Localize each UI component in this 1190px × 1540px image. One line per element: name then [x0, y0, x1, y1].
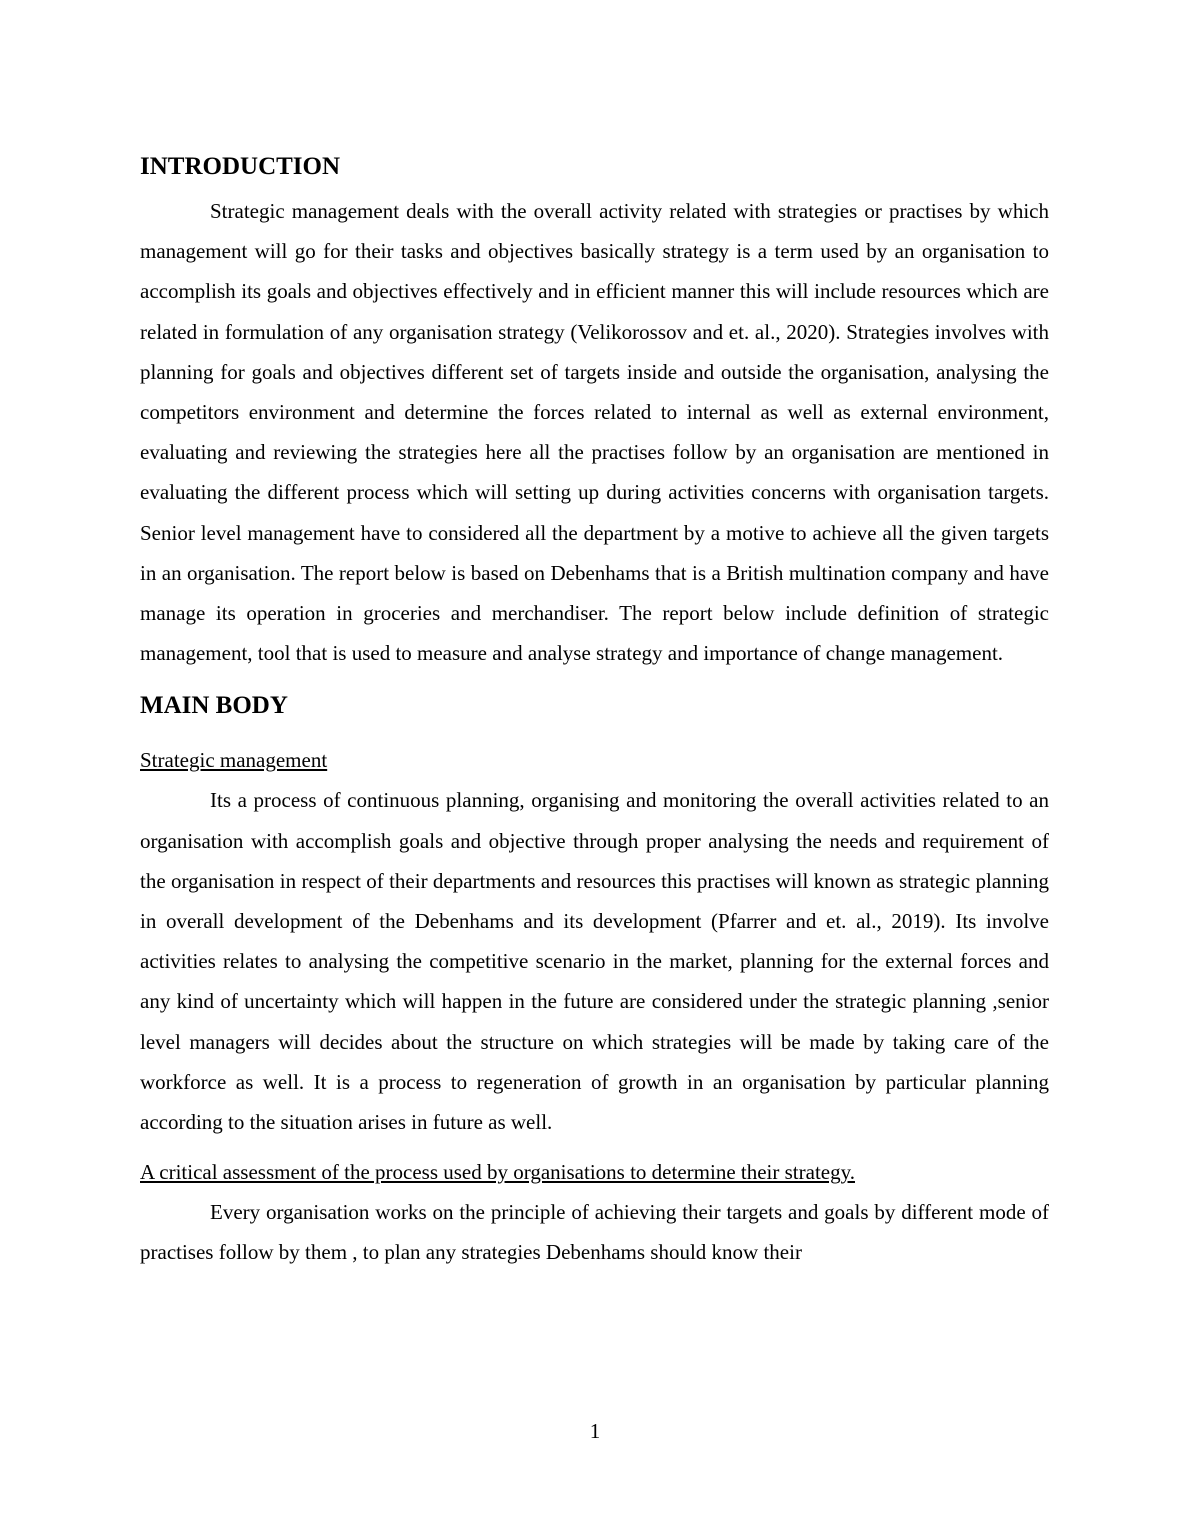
strategic-management-paragraph: Its a process of continuous planning, organising and monitoring the overall activities related to an organisation with accomplish goals and objective through proper analysing the needs and requirement of the organisation in respect of their departments and resources this practises will known as strategic planning in overall development of the Debenhams and its development (Pfarrer and et. al., 2019). Its involve activities relates to analysing the competitive scenario in the market, planning for the external forces and any kind of uncertainty which will happen in the future are considered under the strategic planning ,senior level managers will decides about the structure on which strategies will be made by taking care of the workforce as well. It is a process to regeneration of growth in an organisation by particular planning according to the situation arises in future as well. [140, 788, 1049, 1135]
introduction-heading: INTRODUCTION [140, 153, 341, 180]
main-body-heading: MAIN BODY [140, 692, 288, 720]
critical-assessment-subheading: A critical assessment of the process used by organisations to determine their strategy. [140, 1160, 855, 1185]
strategic-management-subheading: Strategic management [140, 748, 328, 773]
critical-assessment-paragraph: Every organisation works on the principle of achieving their targets and goals by different mode of practises follow by them , to plan any strategies Debenhams should know their [140, 1200, 1049, 1265]
document-page [140, 150, 1049, 1273]
page-number: 1 [589, 1419, 601, 1443]
introduction-paragraph: Strategic management deals with the overall activity related with strategies or practises by which management will go for their tasks and objectives basically strategy is a term used by an organisation to accomplish its goals and objectives effectively and in efficient manner this will include resources which are related in formulation of any organisation strategy (Velikorossov and et. al., 2020). Strategies involves with planning for goals and objectives different set of targets inside and outside the organisation, analysing the competitors environment and determine the forces related to internal as well as external environment, evaluating and reviewing the strategies here all the practises follow by an organisation are mentioned in evaluating the different process which will setting up during activities concerns with organisation targets. Senior level management have to considered all the department by a motive to achieve all the given targets in an organisation. The report below is based on Debenhams that is a British multination company and have manage its operation in groceries and merchandiser. The report below include definition of strategic management, tool that is used to measure and analyse strategy and importance of change management. [140, 199, 1049, 666]
